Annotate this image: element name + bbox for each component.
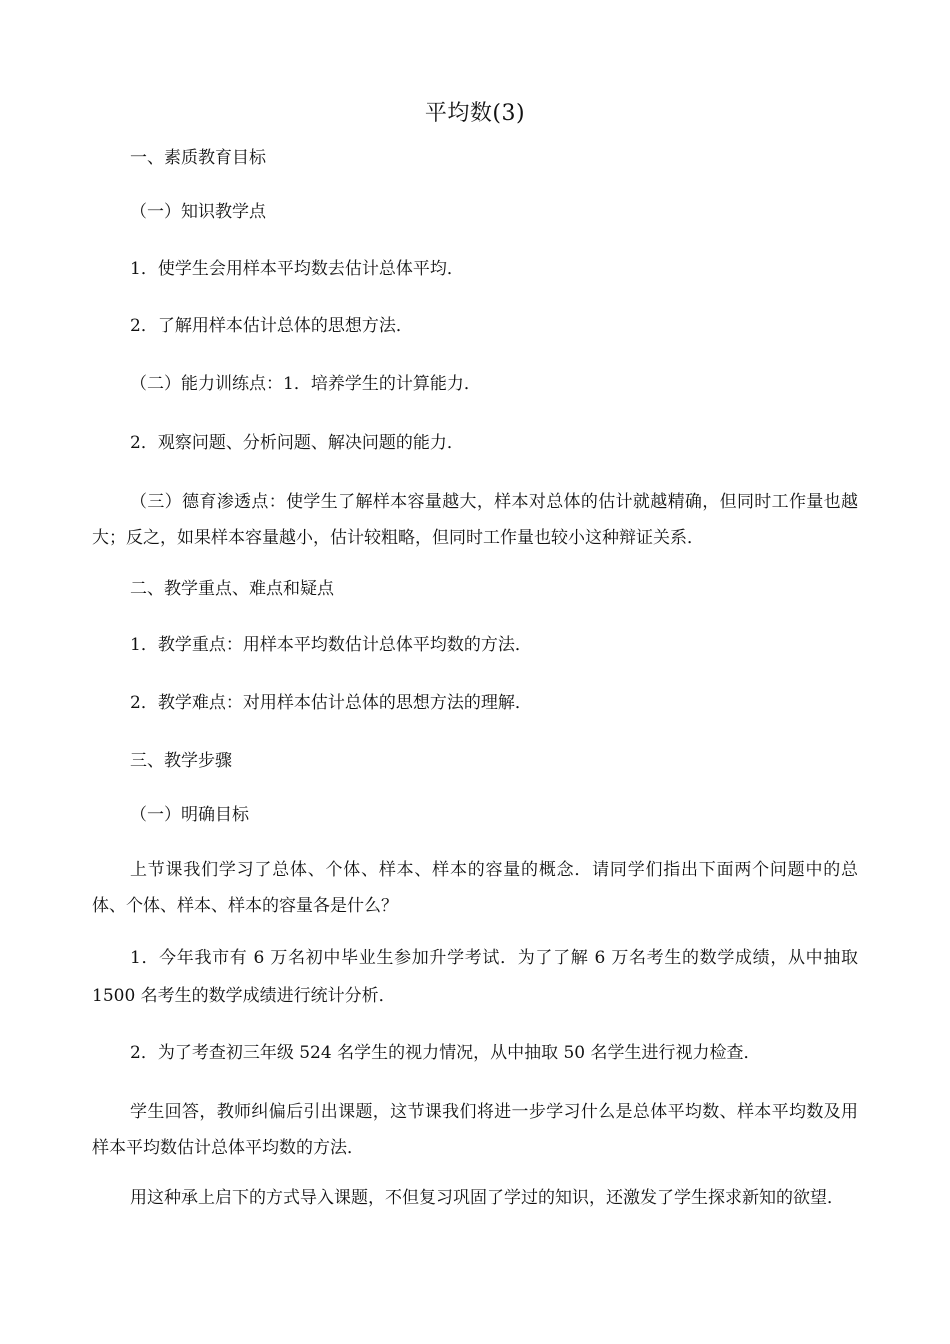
subheading-goals: （一）明确目标 — [130, 805, 249, 825]
paragraph-summary: 用这种承上启下的方式导入课题，不但复习巩固了学过的知识，还激发了学生探求新知的欲望． — [130, 1188, 844, 1208]
section-heading-goals: 一、素质教育目标 — [130, 148, 266, 168]
paragraph-question-2: 2．为了考查初三年级 524 名学生的视力情况，从中抽取 50 名学生进行视力检查． — [130, 1043, 761, 1063]
paragraph-review: 上节课我们学习了总体、个体、样本、样本的容量的概念．请同学们指出下面两个问题中的总体、个体、样本、样本的容量各是什么？ — [92, 860, 858, 916]
section-heading-steps: 三、教学步骤 — [130, 751, 232, 771]
paragraph-question-1: 1．今年我市有 6 万名初中毕业生参加升学考试．为了了解 6 万名考生的数学成绩，从中抽取 1500 名考生的数学成绩进行统计分析． — [92, 948, 858, 1006]
paragraph-knowledge-2: 2．了解用样本估计总体的思想方法． — [130, 316, 413, 336]
section-heading-key-points: 二、教学重点、难点和疑点 — [130, 579, 334, 599]
paragraph-difficulty: 2．教学难点：对用样本估计总体的思想方法的理解． — [130, 693, 532, 713]
document-title: 平均数(3) — [424, 101, 526, 126]
paragraph-answer: 学生回答，教师纠偏后引出课题，这节课我们将进一步学习什么是总体平均数、样本平均数及用样本平均数估计总体平均数的方法． — [92, 1102, 858, 1158]
paragraph-moral: （三）德育渗透点：使学生了解样本容量越大，样本对总体的估计就越精确，但同时工作量也越大；反之，如果样本容量越小，估计较粗略，但同时工作量也较小这种辩证关系． — [92, 492, 858, 548]
paragraph-key-point: 1．教学重点：用样本平均数估计总体平均数的方法． — [130, 635, 532, 655]
paragraph-ability-2: 2．观察问题、分析问题、解决问题的能力． — [130, 433, 464, 453]
subheading-knowledge: （一）知识教学点 — [130, 202, 266, 222]
paragraph-knowledge-1: 1．使学生会用样本平均数去估计总体平均． — [130, 259, 464, 279]
paragraph-ability-1: （二）能力训练点：1．培养学生的计算能力． — [130, 374, 481, 394]
